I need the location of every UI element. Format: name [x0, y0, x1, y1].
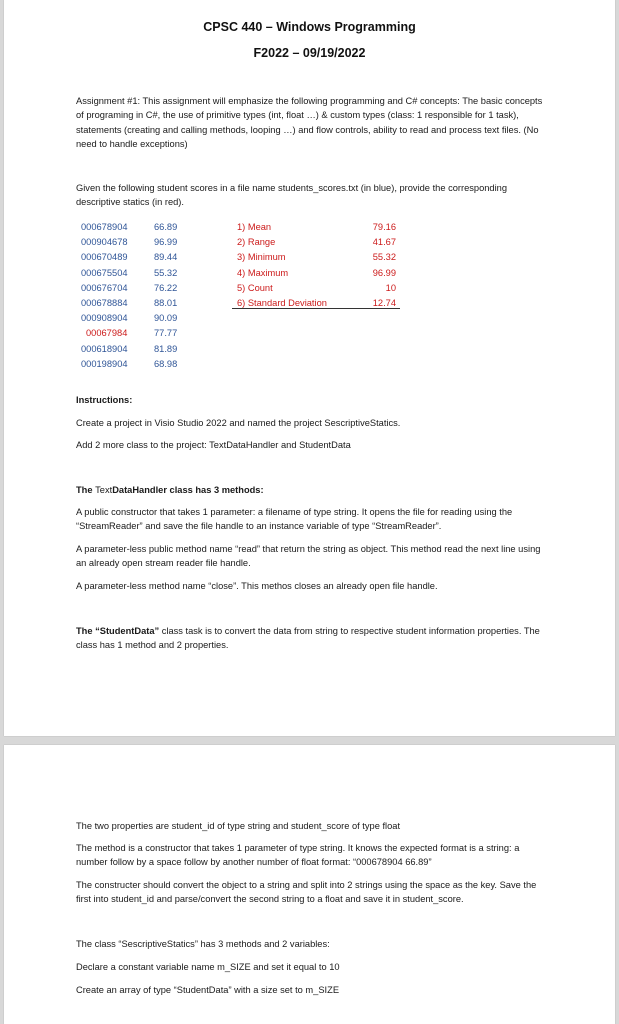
stat-label: 1) Mean — [237, 222, 272, 232]
document-page-2 — [4, 745, 615, 1024]
sescriptive-statics-paragraph: The class “SescriptiveStatics” has 3 methods and 2 variables: — [76, 939, 330, 949]
array-paragraph: Create an array of type “StudentData” with a size set to m_SIZE — [76, 985, 340, 995]
stat-value: 41.67 — [372, 237, 396, 248]
stat-value: 96.99 — [372, 267, 396, 278]
term-date: F2022 – 09/19/2022 — [253, 46, 366, 60]
stat-value: 12.74 — [372, 297, 396, 308]
tdh-constructor-paragraph: A public constructor that takes 1 parameter: a filename of type string. It opens the file for reading using the “StreamReader” and save the file handle to an instance variable of type “StreamReader”. — [76, 507, 513, 532]
student-data-paragraph — [76, 624, 546, 653]
student-score: 77.77 — [154, 328, 178, 339]
stat-value: 55.32 — [372, 252, 396, 263]
stat-label: 3) Minimum — [237, 252, 286, 263]
stat-label: 6) Standard Deviation — [237, 297, 327, 308]
tdh-read-paragraph: A parameter-less public method name “read” that return the string as object. This method read the next line using an already open stream reader file handle. — [76, 544, 541, 569]
student-score: 55.32 — [154, 267, 178, 278]
stat-value: 79.16 — [372, 222, 396, 232]
student-score: 88.01 — [154, 297, 178, 308]
student-score: 68.98 — [154, 358, 178, 369]
student-id: 000908904 — [81, 313, 128, 324]
student-id: 000670489 — [81, 252, 128, 263]
student-id: 000678884 — [81, 297, 128, 308]
student-id: 000675504 — [81, 267, 128, 278]
student-id: 000904678 — [81, 237, 128, 248]
student-score: 96.99 — [154, 237, 178, 248]
stat-value: 10 — [385, 282, 396, 293]
student-data-class-name: The “StudentData” — [76, 626, 160, 636]
course-title: CPSC 440 – Windows Programming — [203, 20, 416, 34]
tdh-close-paragraph: A parameter-less method name “close”. This methos closes an already open file handle. — [76, 581, 438, 591]
student-score: 76.22 — [154, 282, 178, 293]
instructions-heading: Instructions: — [76, 395, 133, 405]
student-score: 81.89 — [154, 343, 178, 354]
instructions-line-2: Add 2 more class to the project: TextDataHandler and StudentData — [76, 440, 351, 450]
student-id: 000676704 — [81, 282, 128, 293]
stat-label: 5) Count — [237, 282, 273, 293]
heading-prefix: The — [76, 485, 96, 495]
stats-value-column — [354, 220, 396, 311]
student-score: 89.44 — [154, 252, 178, 263]
conversion-paragraph: The constructer should convert the object to a string and split into 2 strings using the space as the key. Save the first into student_id and parse/convert the second string to a float and save it in student_score. — [76, 880, 537, 905]
instructions-line-1: Create a project in Visio Studio 2022 and named the project SescriptiveStatics. — [76, 418, 401, 428]
student-id: 00067984 — [86, 328, 128, 339]
given-paragraph: Given the following student scores in a file name students_scores.txt (in blue), provide the corresponding descriptive statics (in red). — [76, 183, 507, 208]
stat-label: 4) Maximum — [237, 267, 289, 278]
heading-plain: Text — [95, 485, 113, 495]
text-data-handler-heading — [76, 483, 546, 497]
properties-paragraph: The two properties are student_id of type string and student_score of type float — [76, 821, 401, 831]
student-id: 000198904 — [81, 358, 128, 369]
student-score: 66.89 — [154, 222, 178, 232]
heading-bold: DataHandler class has 3 methods: — [112, 485, 264, 495]
stats-underline — [232, 308, 400, 309]
document-page-1 — [4, 0, 615, 736]
stat-label: 2) Range — [237, 237, 276, 248]
student-id: 000618904 — [81, 343, 128, 354]
student-id-column — [81, 220, 141, 372]
stats-label-column — [237, 220, 357, 311]
student-data-description: class task is to convert the data from string to respective student information properties. The class has 1 method and 2 properties. — [76, 626, 540, 651]
student-id: 000678904 — [81, 222, 128, 232]
constant-paragraph: Declare a constant variable name m_SIZE and set it equal to 10 — [76, 962, 340, 972]
student-score: 90.09 — [154, 313, 178, 324]
constructor-paragraph: The method is a constructor that takes 1 parameter of type string. It knows the expected format is a string: a number follow by a space follow by another number of float format: “000678904 66.89” — [76, 843, 520, 868]
student-score-column — [154, 220, 194, 372]
assignment-intro: Assignment #1: This assignment will emphasize the following programming and C# concepts: The basic concepts of programing in C#, the use of primitive types (int, float …) & custom types (class: 1 responsible for 1 task), statements (creating and calling methods, looping …) and flow controls, ability to read and process text files. (No need to handle exceptions) — [76, 96, 543, 149]
